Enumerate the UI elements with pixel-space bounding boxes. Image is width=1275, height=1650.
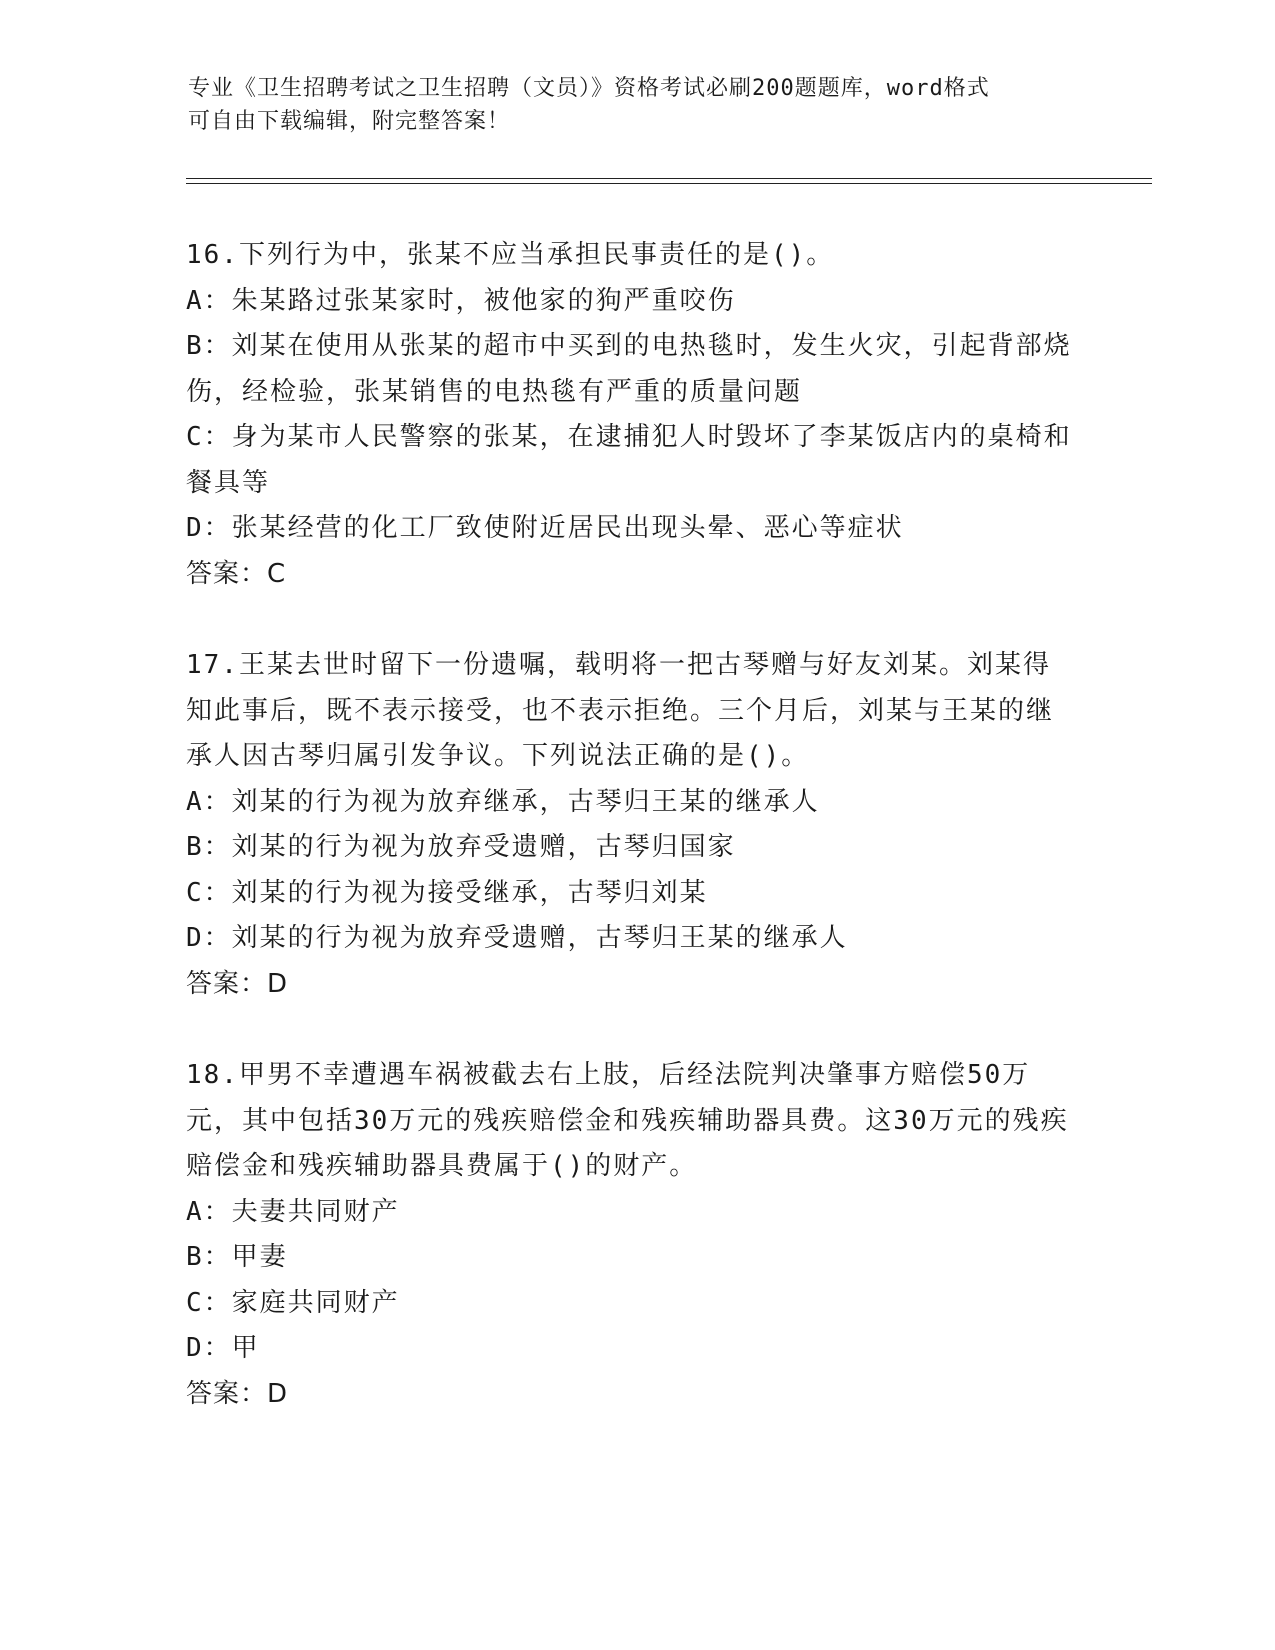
option-b: B：刘某在使用从张某的超市中买到的电热毯时，发生火灾，引起背部烧伤，经检验，张某销售的电热毯有严重的质量问题 <box>186 331 1072 407</box>
answer-line: 答案：C <box>186 558 287 589</box>
answer-line: 答案：D <box>186 968 289 999</box>
option-a: A：朱某路过张某家时，被他家的狗严重咬伤 <box>186 285 736 316</box>
option-c: C：家庭共同财产 <box>186 1287 400 1318</box>
option-c: C：身为某市人民警察的张某，在逮捕犯人时毁坏了李某饭店内的桌椅和餐具等 <box>186 422 1072 498</box>
question-17 <box>186 643 1076 1007</box>
option-b: B：刘某的行为视为放弃受遗赠，古琴归国家 <box>186 832 736 862</box>
header-divider-top <box>186 178 1152 179</box>
header-line-2: 可自由下载编辑，附完整答案！ <box>188 109 511 134</box>
question-stem: 18.甲男不幸遭遇车祸被截去右上肢，后经法院判决肇事方赔偿50万元，其中包括30万元的残疾赔偿金和残疾辅助器具费。这30万元的残疾赔偿金和残疾辅助器具费属于()的财产。 <box>186 1060 1069 1181</box>
option-b: B：甲妻 <box>186 1242 288 1272</box>
option-d: D：甲 <box>186 1333 260 1363</box>
question-18 <box>186 1053 1076 1417</box>
option-d: D：张某经营的化工厂致使附近居民出现头晕、恶心等症状 <box>186 513 904 543</box>
question-16 <box>186 233 1076 597</box>
option-a: A：夫妻共同财产 <box>186 1196 400 1227</box>
option-d: D：刘某的行为视为放弃受遗赠，古琴归王某的继承人 <box>186 923 848 953</box>
question-stem: 17.王某去世时留下一份遗嘱，载明将一把古琴赠与好友刘某。刘某得知此事后，既不表示接受，也不表示拒绝。三个月后，刘某与王某的继承人因古琴归属引发争议。下列说法正确的是()。 <box>186 650 1055 771</box>
option-a: A：刘某的行为视为放弃继承，古琴归王某的继承人 <box>186 786 820 817</box>
document-header <box>188 72 1088 138</box>
header-line-1: 专业《卫生招聘考试之卫生招聘（文员）》资格考试必刷200题题库，word格式 <box>188 76 990 101</box>
header-divider-bottom <box>186 183 1152 184</box>
answer-line: 答案：D <box>186 1378 289 1409</box>
option-c: C：刘某的行为视为接受继承，古琴归刘某 <box>186 877 708 908</box>
question-stem: 16.下列行为中，张某不应当承担民事责任的是()。 <box>186 240 835 270</box>
